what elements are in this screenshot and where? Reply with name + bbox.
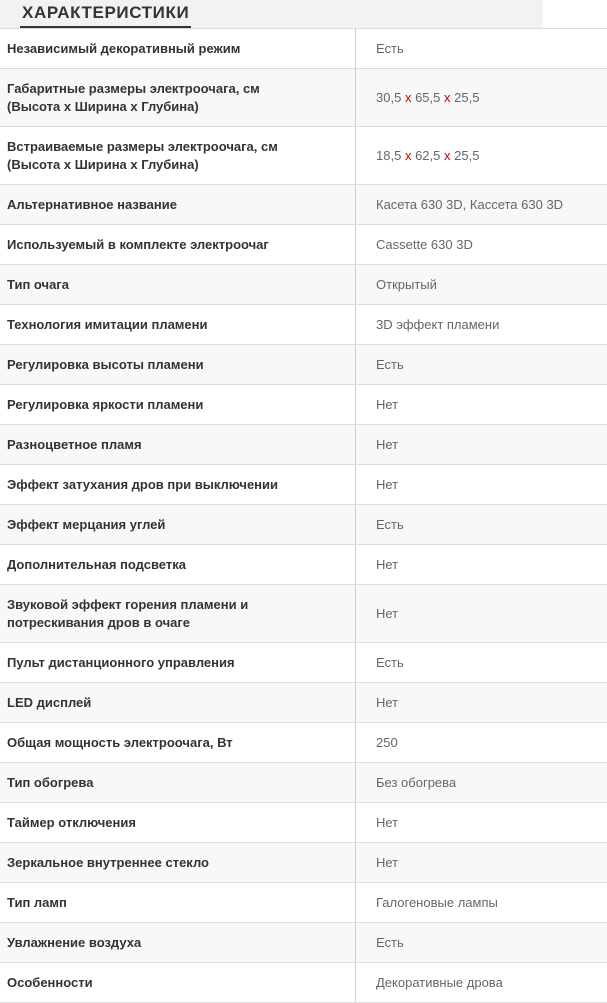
table-row — [0, 385, 607, 425]
dimension-height: 30,5 — [376, 90, 401, 105]
spec-name: Особенности — [0, 963, 356, 1003]
table-row — [0, 763, 607, 803]
dimension-separator: x — [405, 148, 412, 163]
spec-name-line: потрескивания дров в очаге — [7, 615, 190, 630]
table-row — [0, 803, 607, 843]
table-row — [0, 425, 607, 465]
spec-name: Эффект мерцания углей — [0, 505, 356, 545]
spec-name: LED дисплей — [0, 683, 356, 723]
spec-value: Cassette 630 3D — [356, 225, 607, 265]
spec-name — [0, 127, 356, 185]
spec-name: Пульт дистанционного управления — [0, 643, 356, 683]
table-row — [0, 345, 607, 385]
spec-name: Разноцветное пламя — [0, 425, 356, 465]
spec-value — [356, 127, 607, 185]
spec-value: Галогеновые лампы — [356, 883, 607, 923]
spec-name: Регулировка высоты пламени — [0, 345, 356, 385]
table-row — [0, 127, 607, 185]
spec-name: Таймер отключения — [0, 803, 356, 843]
dimension-depth: 25,5 — [454, 148, 479, 163]
spec-name-line: Звуковой эффект горения пламени и — [7, 597, 248, 612]
spec-name: Тип обогрева — [0, 763, 356, 803]
table-row — [0, 545, 607, 585]
table-row — [0, 505, 607, 545]
spec-name: Дополнительная подсветка — [0, 545, 356, 585]
spec-value: 250 — [356, 723, 607, 763]
table-row — [0, 185, 607, 225]
spec-value: Нет — [356, 843, 607, 883]
spec-name: Регулировка яркости пламени — [0, 385, 356, 425]
spec-name: Используемый в комплекте электроочаг — [0, 225, 356, 265]
dimension-depth: 25,5 — [454, 90, 479, 105]
spec-name: Тип ламп — [0, 883, 356, 923]
table-row — [0, 585, 607, 643]
spec-name: Независимый декоративный режим — [0, 29, 356, 69]
spec-name: Увлажнение воздуха — [0, 923, 356, 963]
spec-value: Декоративные дрова — [356, 963, 607, 1003]
spec-value: Есть — [356, 345, 607, 385]
spec-value: Нет — [356, 425, 607, 465]
spec-name-line: Встраиваемые размеры электроочага, см — [7, 139, 278, 154]
spec-name — [0, 585, 356, 643]
table-row — [0, 643, 607, 683]
dimension-separator: x — [444, 148, 451, 163]
spec-value: Нет — [356, 385, 607, 425]
spec-value: Нет — [356, 803, 607, 843]
table-row — [0, 963, 607, 1003]
dimension-separator: x — [444, 90, 451, 105]
spec-value: Есть — [356, 643, 607, 683]
spec-name: Общая мощность электроочага, Вт — [0, 723, 356, 763]
dimension-height: 18,5 — [376, 148, 401, 163]
spec-value: 3D эффект пламени — [356, 305, 607, 345]
table-row — [0, 843, 607, 883]
table-row — [0, 923, 607, 963]
spec-value: Нет — [356, 585, 607, 643]
table-row — [0, 225, 607, 265]
table-row — [0, 723, 607, 763]
spec-value: Есть — [356, 505, 607, 545]
table-row — [0, 29, 607, 69]
spec-value: Без обогрева — [356, 763, 607, 803]
spec-value: Нет — [356, 545, 607, 585]
spec-name-line: (Высота х Ширина х Глубина) — [7, 99, 199, 114]
spec-name: Эффект затухания дров при выключении — [0, 465, 356, 505]
spec-name-line: Габаритные размеры электроочага, см — [7, 81, 260, 96]
spec-name: Тип очага — [0, 265, 356, 305]
spec-value: Есть — [356, 923, 607, 963]
spec-value: Нет — [356, 465, 607, 505]
table-row — [0, 683, 607, 723]
spec-value: Касета 630 3D, Кассета 630 3D — [356, 185, 607, 225]
spec-name: Зеркальное внутреннее стекло — [0, 843, 356, 883]
spec-name — [0, 69, 356, 127]
spec-value: Открытый — [356, 265, 607, 305]
section-header — [0, 0, 543, 28]
spec-value — [356, 69, 607, 127]
dimension-width: 62,5 — [415, 148, 440, 163]
table-row — [0, 305, 607, 345]
dimension-width: 65,5 — [415, 90, 440, 105]
specifications-table — [0, 28, 607, 1003]
table-row — [0, 883, 607, 923]
spec-value: Есть — [356, 29, 607, 69]
table-row — [0, 265, 607, 305]
table-row — [0, 465, 607, 505]
dimension-separator: x — [405, 90, 412, 105]
spec-name: Технология имитации пламени — [0, 305, 356, 345]
spec-name: Альтернативное название — [0, 185, 356, 225]
spec-value: Нет — [356, 683, 607, 723]
spec-name-line: (Высота х Ширина х Глубина) — [7, 157, 199, 172]
section-title: ХАРАКТЕРИСТИКИ — [20, 2, 191, 28]
table-row — [0, 69, 607, 127]
